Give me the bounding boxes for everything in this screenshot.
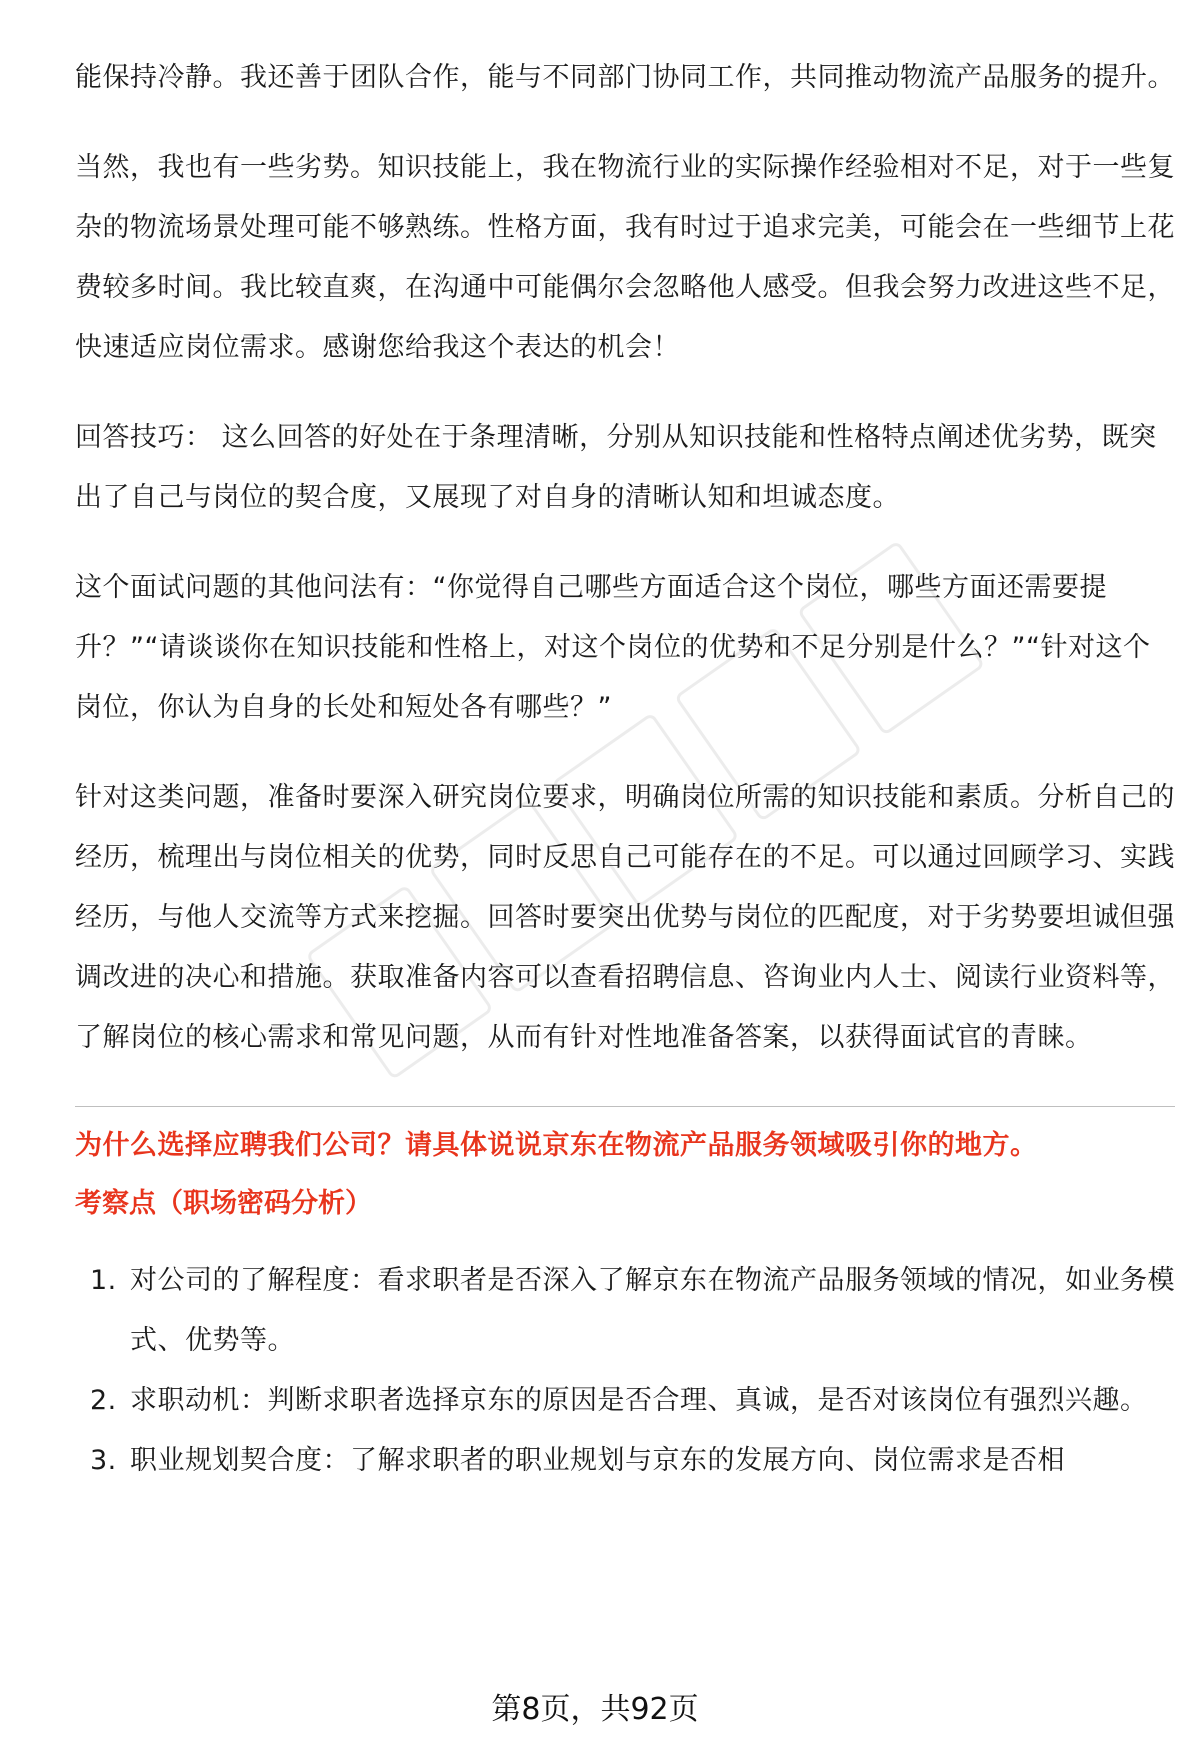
document-page	[75, 48, 1175, 1491]
page-number: 第8页，共92页	[491, 1692, 699, 1727]
list-item	[75, 1371, 1175, 1431]
list-item-number: 2.	[90, 1385, 117, 1416]
question-heading: 为什么选择应聘我们公司？请具体说说京东在物流产品服务领域吸引你的地方。	[75, 1130, 1038, 1161]
list-item-text: 职业规划契合度：了解求职者的职业规划与京东的发展方向、岗位需求是否相	[130, 1445, 1065, 1476]
list-item	[75, 1251, 1175, 1371]
paragraph-alt-questions: 这个面试问题的其他问法有：“你觉得自己哪些方面适合这个岗位，哪些方面还需要提升？”“请谈谈你在知识技能和性格上，对这个岗位的优势和不足分别是什么？”“针对这个岗位，你认为自身的长处和短处各有哪些？”	[75, 572, 1151, 723]
list-item-number: 3.	[90, 1445, 117, 1476]
paragraph-answer-tips: 回答技巧： 这么回答的好处在于条理清晰，分别从知识技能和性格特点阐述优劣势，既突出了自己与岗位的契合度，又展现了对自身的清晰认知和坦诚态度。	[75, 422, 1157, 513]
list-item-text: 求职动机：判断求职者选择京东的原因是否合理、真诚，是否对该岗位有强烈兴趣。	[130, 1385, 1148, 1416]
paragraph-2: 当然，我也有一些劣势。知识技能上，我在物流行业的实际操作经验相对不足，对于一些复杂的物流场景处理可能不够熟练。性格方面，我有时过于追求完美，可能会在一些细节上花费较多时间。我比较直爽，在沟通中可能偶尔会忽略他人感受。但我会努力改进这些不足，快速适应岗位需求。感谢您给我这个表达的机会！	[75, 152, 1175, 363]
list-item-number: 1.	[90, 1265, 117, 1296]
paragraph-preparation: 针对这类问题，准备时要深入研究岗位要求，明确岗位所需的知识技能和素质。分析自己的经历，梳理出与岗位相关的优势，同时反思自己可能存在的不足。可以通过回顾学习、实践经历，与他人交流等方式来挖掘。回答时要突出优势与岗位的匹配度，对于劣势要坦诚但强调改进的决心和措施。获取准备内容可以查看招聘信息、咨询业内人士、阅读行业资料等，了解岗位的核心需求和常见问题，从而有针对性地准备答案，以获得面试官的青睐。	[75, 782, 1175, 1053]
list-item-text: 对公司的了解程度：看求职者是否深入了解京东在物流产品服务领域的情况，如业务模式、优势等。	[130, 1265, 1175, 1356]
assessment-points-label: 考察点（职场密码分析）	[75, 1188, 372, 1219]
list-item	[75, 1431, 1175, 1491]
section-divider	[75, 1106, 1175, 1107]
assessment-points-list	[75, 1251, 1175, 1491]
paragraph-1: 能保持冷静。我还善于团队合作，能与不同部门协同工作，共同推动物流产品服务的提升。	[75, 62, 1175, 93]
